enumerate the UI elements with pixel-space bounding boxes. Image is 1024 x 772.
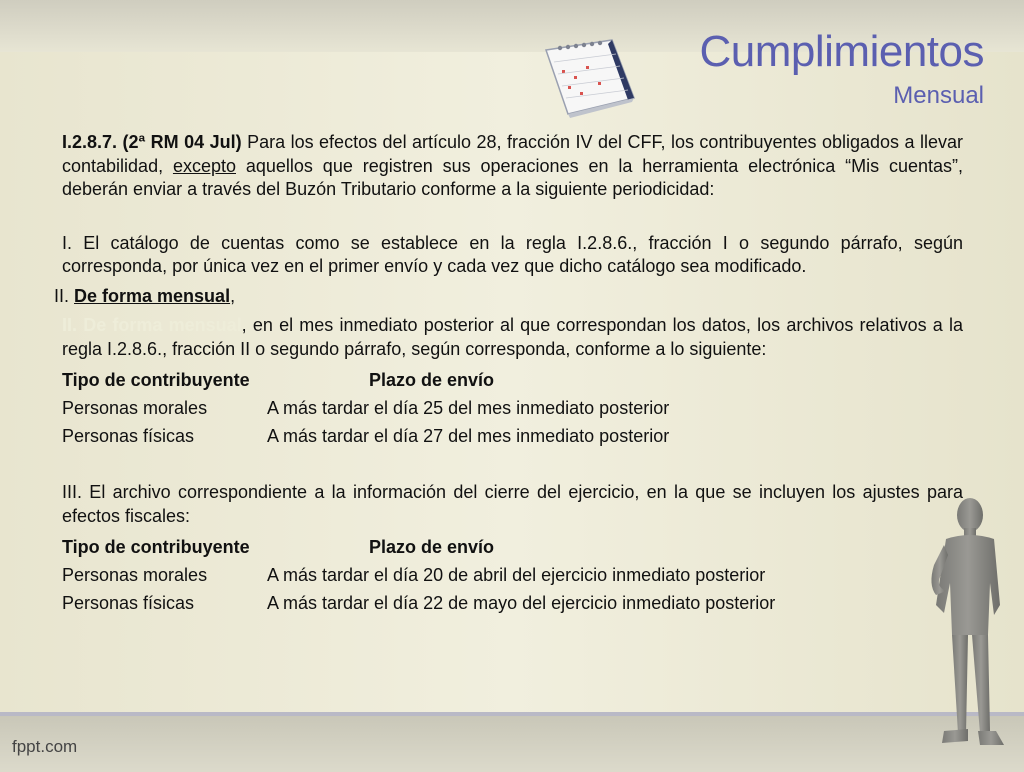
table-header-deadline: Plazo de envío [369, 537, 495, 558]
table-cell-type: Personas morales [62, 565, 208, 586]
table-cell-type: Personas físicas [62, 593, 195, 614]
footer-logo: fppt.com [12, 737, 78, 756]
table-row [62, 395, 963, 423]
bottom-decor-bar [0, 712, 1024, 772]
item-two-label: De forma mensual [74, 285, 231, 306]
intro-paragraph [62, 131, 963, 202]
table-header-row [62, 534, 963, 562]
person-silhouette [924, 495, 1014, 760]
intro-text-b: aquellos que registren sus operaciones en la herramienta electrónica “Mis cuentas”, deberán enviar a través del Buzón Tributario conforme a la siguiente periodicidad: [62, 155, 963, 199]
monthly-deadlines-table [62, 367, 963, 451]
rule-reference: I.2.8.7. (2ª RM 04 Jul) [62, 132, 242, 152]
table-header-deadline: Plazo de envío [369, 370, 495, 391]
item-one: I. El catálogo de cuentas como se establece en la regla I.2.8.6., fracción I o segundo párrafo, según corresponda, por única vez en el primer envío y cada vez que dicho catálogo sea modificado. [62, 232, 963, 276]
item-two-number: II. [54, 285, 75, 306]
table-cell-deadline: A más tardar el día 25 del mes inmediato posterior [267, 398, 670, 419]
table-row [62, 562, 963, 590]
table-cell-deadline: A más tardar el día 20 de abril del ejercicio inmediato posterior [267, 565, 766, 586]
item-two-detail [62, 314, 963, 361]
table-header-type: Tipo de contribuyente [62, 537, 250, 558]
calendar-icon [538, 36, 636, 118]
slide-title: Cumplimientos [699, 27, 984, 76]
table-cell-deadline: A más tardar el día 22 de mayo del ejercicio inmediato posterior [267, 593, 776, 614]
table-row [62, 423, 963, 451]
table-cell-type: Personas físicas [62, 426, 195, 447]
intro-underlined: excepto [172, 155, 236, 176]
intro-text-a: Para los efectos del artículo 28, fracción IV del CFF, los contribuyentes obligados a llevar contabilidad, [62, 132, 963, 176]
table-header-row [62, 367, 963, 395]
item-two-punct: , [230, 285, 236, 306]
item-three: III. El archivo correspondiente a la información del cierre del ejercicio, en la que se incluyen los ajustes para efectos fiscales: [62, 482, 963, 526]
item-two-text: , en el mes inmediato posterior al que correspondan los datos, los archivos relativos a la regla I.2.8.6., fracción II o segundo párrafo, según corresponda, conforme a lo siguiente: [62, 315, 963, 359]
slide-subtitle: Mensual [893, 82, 984, 109]
annual-deadlines-table [62, 534, 963, 618]
item-two-heading [54, 285, 963, 309]
table-cell-type: Personas morales [62, 398, 208, 419]
item-two-faded-lead: II. De forma mensual [62, 315, 242, 335]
table-cell-deadline: A más tardar el día 27 del mes inmediato posterior [267, 426, 670, 447]
table-header-type: Tipo de contribuyente [62, 370, 250, 391]
table-row [62, 590, 963, 618]
slide-content [54, 131, 963, 618]
